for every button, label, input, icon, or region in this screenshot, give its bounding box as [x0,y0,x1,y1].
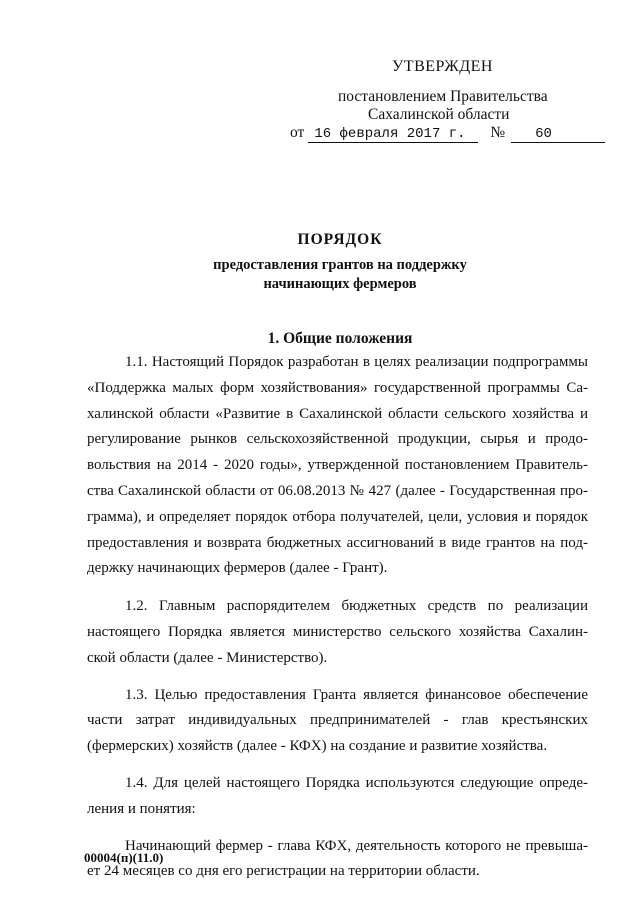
text-line: регулирование рынков сельскохозяйственной продукции, сырья и продо- [87,431,588,448]
text-line: (фермерских) хозяйств (далее - КФХ) на создание и развитие хозяйства. [87,738,548,755]
section-body [87,350,588,885]
section-title: 1. Общие положения [267,330,413,347]
text-line: ской области (далее - Министерство). [87,649,328,666]
approval-title: УТВЕРЖДЕН [392,58,493,75]
text-line: ет 24 месяцев со дня его регистрации на территории области. [87,863,480,880]
approval-date-row [290,124,605,143]
approval-line-1: постановлением Правительства [338,88,548,105]
text-line: 1.2. Главным распорядителем бюджетных средств по реализации [125,598,588,615]
paragraph-1-1 [87,350,588,582]
text-line: халинской области «Развитие в Сахалинской области сельского хозяйства и [87,405,588,422]
text-line: ства Сахалинской области от 06.08.2013 № 427 (далее - Государственная про- [87,482,588,499]
document-subtitle-line-2: начинающих фермеров [263,276,417,292]
text-line: части затрат индивидуальных предпринимателей - глав крестьянских [87,712,588,729]
document-code: 00004(п)(11.0) [84,850,164,865]
text-line: ления и понятия: [87,800,196,817]
text-line: настоящего Порядка является министерство сельского хозяйства Сахалин- [87,623,588,640]
text-line: держку начинающих фермеров (далее - Грант). [87,560,388,577]
text-line: грамма), и определяет порядок отбора получателей, цели, условия и порядок [87,508,588,525]
paragraph-1-2 [87,594,588,671]
text-line: 1.4. Для целей настоящего Порядка используются следующие опреде- [125,774,588,791]
number-label: № [490,124,506,141]
paragraph-1-3 [87,683,588,760]
approval-number: 60 [511,127,605,143]
text-line: вольствия на 2014 - 2020 годы», утвержденной постановлением Правитель- [87,457,588,474]
document-subtitle-line-1: предоставления грантов на поддержку [213,257,467,273]
text-line: Начинающий фермер - глава КФХ, деятельность которого не превыша- [125,837,588,854]
approval-date: 16 февраля 2017 г. [308,127,478,143]
paragraph-1-4 [87,771,588,823]
date-prefix: от [290,124,305,141]
text-line: 1.3. Целью предоставления Гранта является финансовое обеспечение [125,686,588,703]
text-line: 1.1. Настоящий Порядок разработан в целях реализации подпрограммы [125,354,588,370]
approval-line-2: Сахалинской области [368,106,510,123]
document-title: ПОРЯДОК [297,231,383,248]
text-line: «Поддержка малых форм хозяйствования» государственной программы Са- [87,379,588,396]
text-line: предоставления и возврата бюджетных ассигнований в виде грантов на под- [87,534,588,551]
